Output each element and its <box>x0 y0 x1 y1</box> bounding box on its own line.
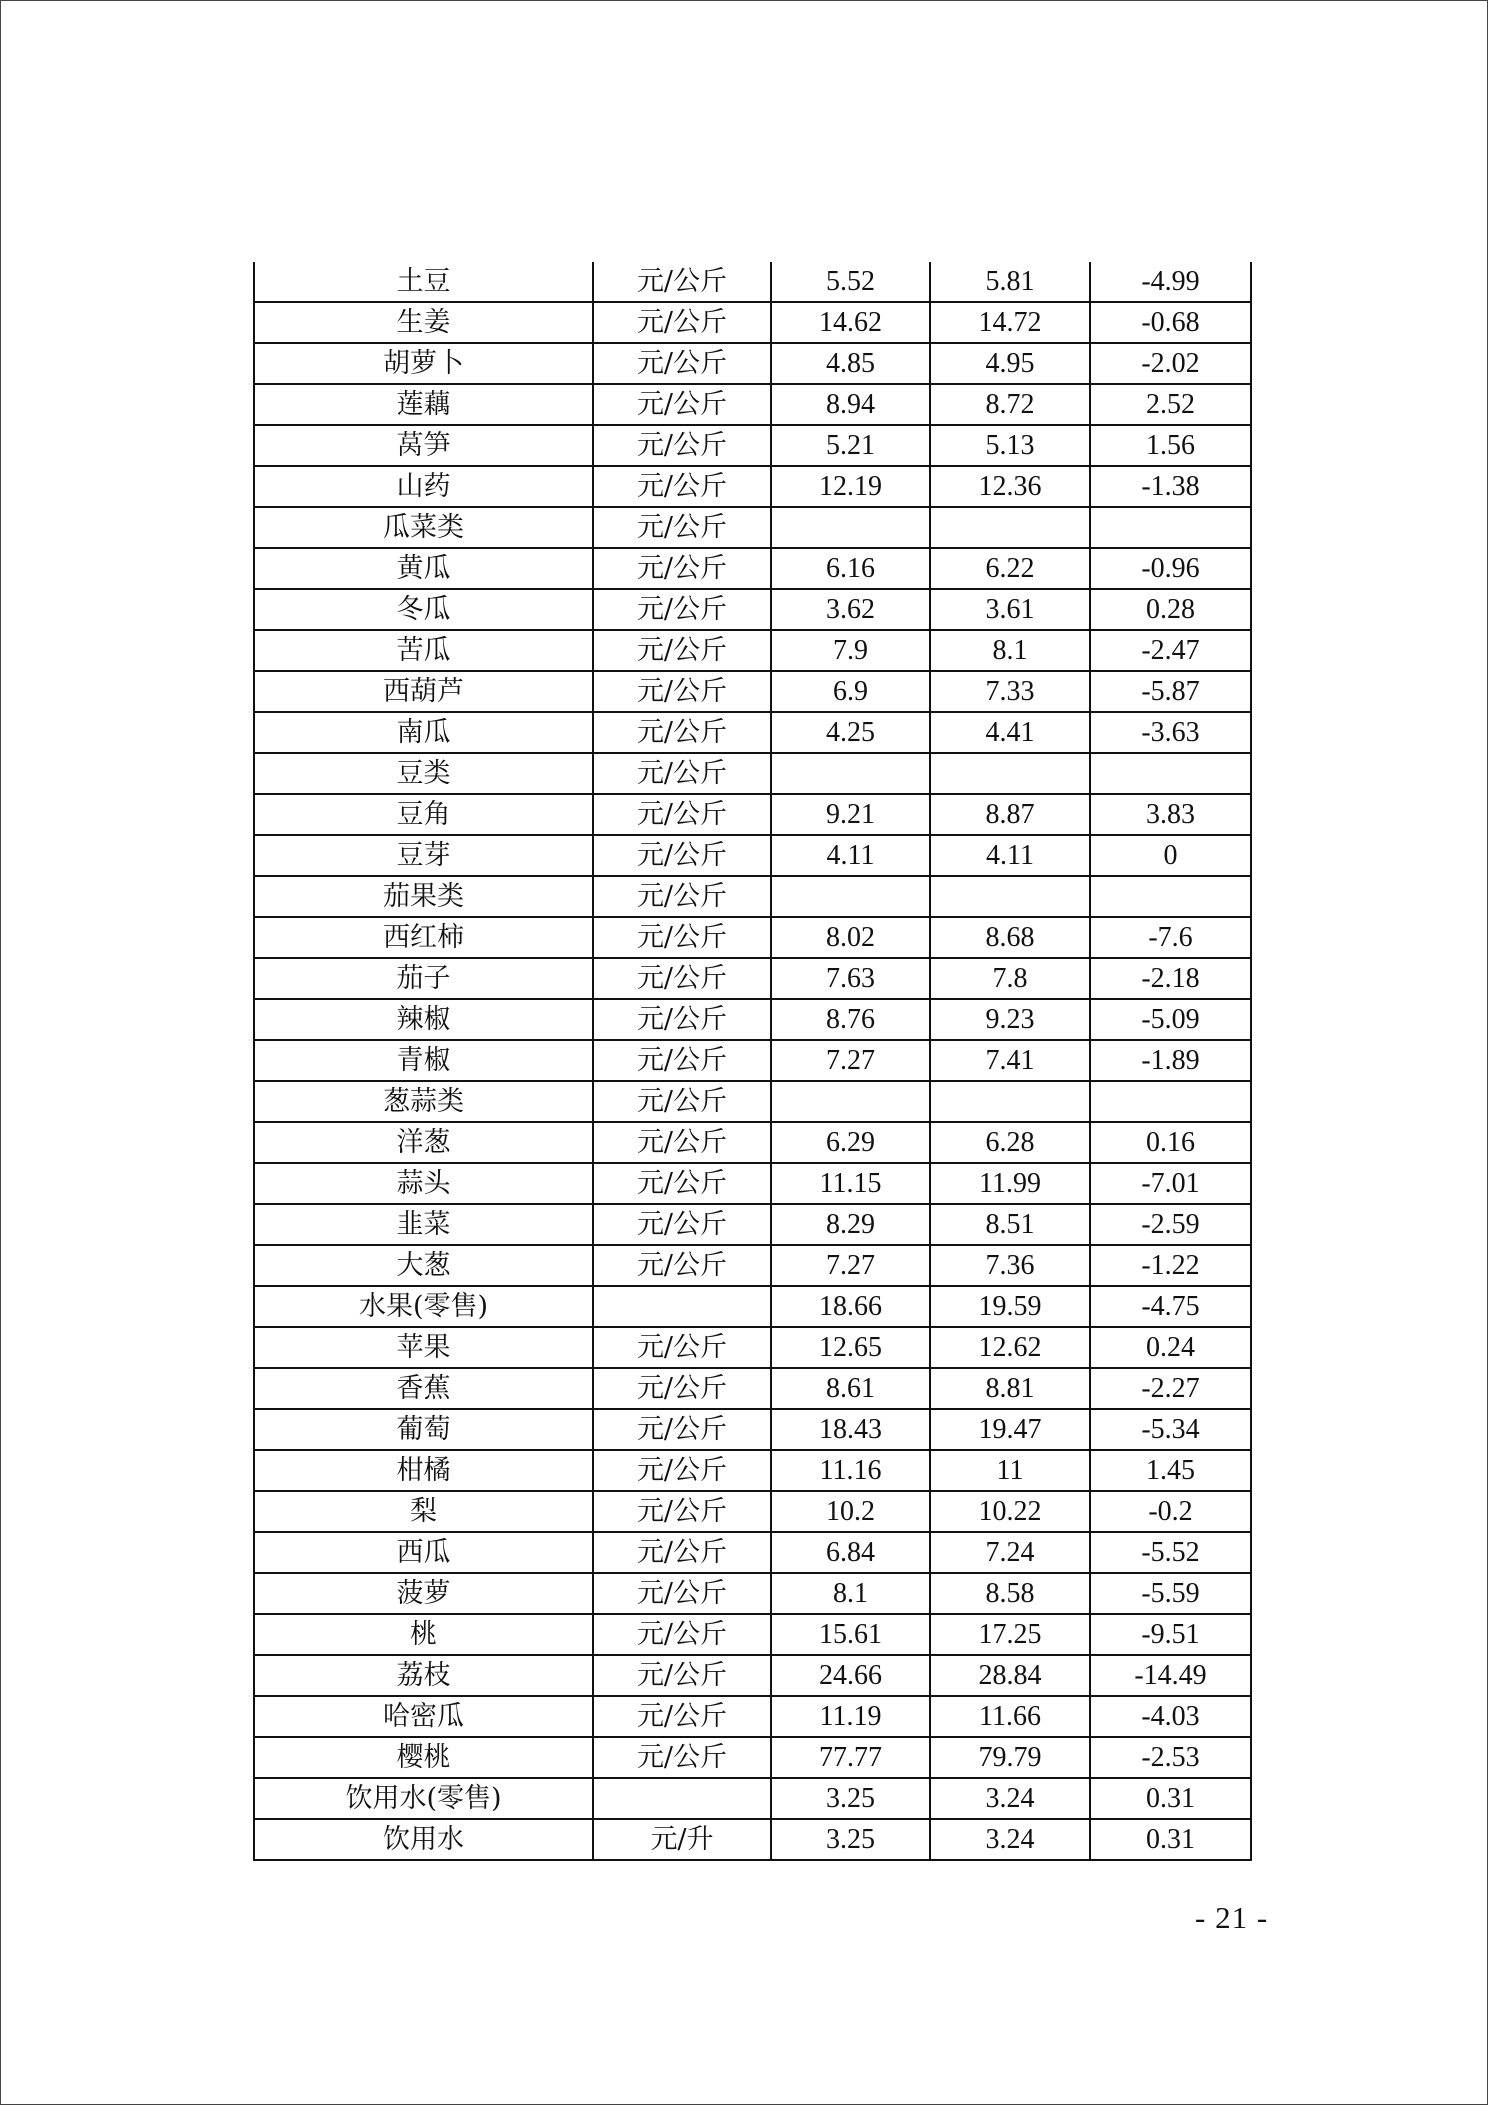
item-name-cell: 茄子 <box>254 958 593 999</box>
item-name-cell: 桃 <box>254 1614 593 1655</box>
item-name-cell: 香蕉 <box>254 1368 593 1409</box>
current-price-cell: 3.62 <box>771 589 930 630</box>
change-percent-cell <box>1090 507 1251 548</box>
change-percent-cell: -2.59 <box>1090 1204 1251 1245</box>
current-price-cell: 18.66 <box>771 1286 930 1327</box>
unit-cell: 元/公斤 <box>593 794 771 835</box>
unit-cell: 元/公斤 <box>593 1696 771 1737</box>
change-percent-cell: -0.68 <box>1090 302 1251 343</box>
previous-price-cell: 3.61 <box>930 589 1090 630</box>
change-percent-cell: 3.83 <box>1090 794 1251 835</box>
item-name-cell: 茄果类 <box>254 876 593 917</box>
change-percent-cell: -5.34 <box>1090 1409 1251 1450</box>
table-row <box>254 712 1251 753</box>
item-name-cell: 黄瓜 <box>254 548 593 589</box>
unit-cell: 元/公斤 <box>593 1491 771 1532</box>
unit-cell: 元/公斤 <box>593 262 771 302</box>
table-row <box>254 1081 1251 1122</box>
table-row <box>254 1204 1251 1245</box>
change-percent-cell: -5.52 <box>1090 1532 1251 1573</box>
unit-cell: 元/公斤 <box>593 343 771 384</box>
change-percent-cell: -4.03 <box>1090 1696 1251 1737</box>
table-row <box>254 1286 1251 1327</box>
unit-cell: 元/公斤 <box>593 1204 771 1245</box>
item-name-cell: 山药 <box>254 466 593 507</box>
unit-cell: 元/公斤 <box>593 1532 771 1573</box>
current-price-cell <box>771 876 930 917</box>
current-price-cell: 4.11 <box>771 835 930 876</box>
current-price-cell: 8.76 <box>771 999 930 1040</box>
change-percent-cell: -14.49 <box>1090 1655 1251 1696</box>
item-name-cell: 饮用水(零售) <box>254 1778 593 1819</box>
unit-cell: 元/公斤 <box>593 630 771 671</box>
item-name-cell: 西红柿 <box>254 917 593 958</box>
change-percent-cell: 0.31 <box>1090 1778 1251 1819</box>
item-name-cell: 大葱 <box>254 1245 593 1286</box>
current-price-cell: 18.43 <box>771 1409 930 1450</box>
item-name-cell: 冬瓜 <box>254 589 593 630</box>
item-name-cell: 柑橘 <box>254 1450 593 1491</box>
change-percent-cell: 0.31 <box>1090 1819 1251 1860</box>
table-row <box>254 425 1251 466</box>
previous-price-cell: 8.68 <box>930 917 1090 958</box>
item-name-cell: 梨 <box>254 1491 593 1532</box>
current-price-cell: 5.21 <box>771 425 930 466</box>
current-price-cell: 15.61 <box>771 1614 930 1655</box>
change-percent-cell: -5.59 <box>1090 1573 1251 1614</box>
unit-cell: 元/公斤 <box>593 1122 771 1163</box>
previous-price-cell <box>930 1081 1090 1122</box>
item-name-cell: 樱桃 <box>254 1737 593 1778</box>
current-price-cell: 8.1 <box>771 1573 930 1614</box>
change-percent-cell: -2.18 <box>1090 958 1251 999</box>
change-percent-cell: 2.52 <box>1090 384 1251 425</box>
current-price-cell: 8.94 <box>771 384 930 425</box>
unit-cell: 元/公斤 <box>593 712 771 753</box>
unit-cell: 元/升 <box>593 1819 771 1860</box>
current-price-cell: 11.19 <box>771 1696 930 1737</box>
unit-cell: 元/公斤 <box>593 589 771 630</box>
table-row <box>254 589 1251 630</box>
item-name-cell: 豆角 <box>254 794 593 835</box>
table-row <box>254 1368 1251 1409</box>
item-name-cell: 洋葱 <box>254 1122 593 1163</box>
item-name-cell: 土豆 <box>254 262 593 302</box>
previous-price-cell: 17.25 <box>930 1614 1090 1655</box>
previous-price-cell: 8.51 <box>930 1204 1090 1245</box>
table-row <box>254 1245 1251 1286</box>
current-price-cell: 6.29 <box>771 1122 930 1163</box>
current-price-cell: 5.52 <box>771 262 930 302</box>
table-row <box>254 507 1251 548</box>
previous-price-cell: 19.59 <box>930 1286 1090 1327</box>
previous-price-cell: 6.22 <box>930 548 1090 589</box>
table-row <box>254 1655 1251 1696</box>
change-percent-cell: -4.99 <box>1090 262 1251 302</box>
previous-price-cell: 4.11 <box>930 835 1090 876</box>
current-price-cell: 6.9 <box>771 671 930 712</box>
page-number: - 21 - <box>1195 1900 1269 1935</box>
table-row <box>254 1778 1251 1819</box>
item-name-cell: 葡萄 <box>254 1409 593 1450</box>
current-price-cell: 12.65 <box>771 1327 930 1368</box>
current-price-cell: 6.16 <box>771 548 930 589</box>
current-price-cell: 12.19 <box>771 466 930 507</box>
current-price-cell: 8.02 <box>771 917 930 958</box>
table-row <box>254 876 1251 917</box>
item-name-cell: 胡萝卜 <box>254 343 593 384</box>
change-percent-cell: 0.24 <box>1090 1327 1251 1368</box>
change-percent-cell <box>1090 753 1251 794</box>
item-name-cell: 西葫芦 <box>254 671 593 712</box>
previous-price-cell: 9.23 <box>930 999 1090 1040</box>
item-name-cell: 莲藕 <box>254 384 593 425</box>
previous-price-cell: 8.81 <box>930 1368 1090 1409</box>
table-row <box>254 753 1251 794</box>
current-price-cell: 3.25 <box>771 1819 930 1860</box>
unit-cell: 元/公斤 <box>593 302 771 343</box>
change-percent-cell: -0.2 <box>1090 1491 1251 1532</box>
table-row <box>254 630 1251 671</box>
previous-price-cell: 11.99 <box>930 1163 1090 1204</box>
change-percent-cell: 0.16 <box>1090 1122 1251 1163</box>
item-name-cell: 水果(零售) <box>254 1286 593 1327</box>
previous-price-cell: 12.36 <box>930 466 1090 507</box>
table-row <box>254 835 1251 876</box>
item-name-cell: 哈密瓜 <box>254 1696 593 1737</box>
item-name-cell: 菠萝 <box>254 1573 593 1614</box>
current-price-cell: 9.21 <box>771 794 930 835</box>
current-price-cell: 24.66 <box>771 1655 930 1696</box>
change-percent-cell: -1.38 <box>1090 466 1251 507</box>
unit-cell: 元/公斤 <box>593 1245 771 1286</box>
item-name-cell: 瓜菜类 <box>254 507 593 548</box>
current-price-cell: 77.77 <box>771 1737 930 1778</box>
unit-cell: 元/公斤 <box>593 507 771 548</box>
current-price-cell: 7.27 <box>771 1245 930 1286</box>
unit-cell: 元/公斤 <box>593 1655 771 1696</box>
item-name-cell: 蒜头 <box>254 1163 593 1204</box>
table-row <box>254 384 1251 425</box>
change-percent-cell: -4.75 <box>1090 1286 1251 1327</box>
current-price-cell <box>771 753 930 794</box>
item-name-cell: 青椒 <box>254 1040 593 1081</box>
unit-cell: 元/公斤 <box>593 671 771 712</box>
change-percent-cell: -2.27 <box>1090 1368 1251 1409</box>
table-row <box>254 262 1251 302</box>
previous-price-cell <box>930 876 1090 917</box>
previous-price-cell: 8.72 <box>930 384 1090 425</box>
item-name-cell: 西瓜 <box>254 1532 593 1573</box>
current-price-cell: 7.63 <box>771 958 930 999</box>
previous-price-cell: 3.24 <box>930 1778 1090 1819</box>
current-price-cell: 4.25 <box>771 712 930 753</box>
previous-price-cell: 28.84 <box>930 1655 1090 1696</box>
previous-price-cell: 7.8 <box>930 958 1090 999</box>
unit-cell: 元/公斤 <box>593 1163 771 1204</box>
table-row <box>254 1040 1251 1081</box>
table-row <box>254 1696 1251 1737</box>
unit-cell: 元/公斤 <box>593 1450 771 1491</box>
previous-price-cell: 7.41 <box>930 1040 1090 1081</box>
previous-price-cell: 5.81 <box>930 262 1090 302</box>
change-percent-cell: -7.6 <box>1090 917 1251 958</box>
current-price-cell <box>771 1081 930 1122</box>
table-row <box>254 1327 1251 1368</box>
table-row <box>254 1409 1251 1450</box>
previous-price-cell: 79.79 <box>930 1737 1090 1778</box>
current-price-cell <box>771 507 930 548</box>
unit-cell: 元/公斤 <box>593 1327 771 1368</box>
change-percent-cell: -9.51 <box>1090 1614 1251 1655</box>
unit-cell: 元/公斤 <box>593 1081 771 1122</box>
previous-price-cell: 4.41 <box>930 712 1090 753</box>
table-row <box>254 1122 1251 1163</box>
item-name-cell: 辣椒 <box>254 999 593 1040</box>
change-percent-cell: 1.56 <box>1090 425 1251 466</box>
table-row <box>254 466 1251 507</box>
table-row <box>254 1163 1251 1204</box>
current-price-cell: 8.61 <box>771 1368 930 1409</box>
previous-price-cell <box>930 507 1090 548</box>
unit-cell: 元/公斤 <box>593 548 771 589</box>
change-percent-cell: 0 <box>1090 835 1251 876</box>
previous-price-cell: 7.33 <box>930 671 1090 712</box>
previous-price-cell: 19.47 <box>930 1409 1090 1450</box>
previous-price-cell: 11 <box>930 1450 1090 1491</box>
unit-cell: 元/公斤 <box>593 1368 771 1409</box>
item-name-cell: 荔枝 <box>254 1655 593 1696</box>
table-row <box>254 1737 1251 1778</box>
table-row <box>254 958 1251 999</box>
table-row <box>254 999 1251 1040</box>
change-percent-cell: -5.87 <box>1090 671 1251 712</box>
change-percent-cell <box>1090 876 1251 917</box>
price-table-body <box>254 262 1251 1860</box>
previous-price-cell: 5.13 <box>930 425 1090 466</box>
previous-price-cell: 3.24 <box>930 1819 1090 1860</box>
unit-cell: 元/公斤 <box>593 958 771 999</box>
item-name-cell: 生姜 <box>254 302 593 343</box>
item-name-cell: 苹果 <box>254 1327 593 1368</box>
current-price-cell: 10.2 <box>771 1491 930 1532</box>
previous-price-cell: 8.58 <box>930 1573 1090 1614</box>
price-table <box>253 262 1252 1861</box>
unit-cell: 元/公斤 <box>593 466 771 507</box>
item-name-cell: 韭菜 <box>254 1204 593 1245</box>
table-row <box>254 1614 1251 1655</box>
table-row <box>254 794 1251 835</box>
table-row <box>254 917 1251 958</box>
change-percent-cell: -2.02 <box>1090 343 1251 384</box>
previous-price-cell: 14.72 <box>930 302 1090 343</box>
unit-cell: 元/公斤 <box>593 1040 771 1081</box>
current-price-cell: 3.25 <box>771 1778 930 1819</box>
previous-price-cell: 4.95 <box>930 343 1090 384</box>
change-percent-cell: 1.45 <box>1090 1450 1251 1491</box>
table-row <box>254 548 1251 589</box>
item-name-cell: 葱蒜类 <box>254 1081 593 1122</box>
table-row <box>254 1491 1251 1532</box>
change-percent-cell: -5.09 <box>1090 999 1251 1040</box>
unit-cell: 元/公斤 <box>593 1737 771 1778</box>
change-percent-cell: 0.28 <box>1090 589 1251 630</box>
table-row <box>254 671 1251 712</box>
change-percent-cell: -2.53 <box>1090 1737 1251 1778</box>
current-price-cell: 7.9 <box>771 630 930 671</box>
unit-cell: 元/公斤 <box>593 1409 771 1450</box>
change-percent-cell: -7.01 <box>1090 1163 1251 1204</box>
table-row <box>254 1819 1251 1860</box>
unit-cell: 元/公斤 <box>593 753 771 794</box>
unit-cell: 元/公斤 <box>593 917 771 958</box>
current-price-cell: 11.16 <box>771 1450 930 1491</box>
table-row <box>254 302 1251 343</box>
table-row <box>254 1573 1251 1614</box>
unit-cell: 元/公斤 <box>593 1614 771 1655</box>
previous-price-cell: 7.36 <box>930 1245 1090 1286</box>
previous-price-cell: 11.66 <box>930 1696 1090 1737</box>
previous-price-cell <box>930 753 1090 794</box>
previous-price-cell: 6.28 <box>930 1122 1090 1163</box>
current-price-cell: 7.27 <box>771 1040 930 1081</box>
previous-price-cell: 8.87 <box>930 794 1090 835</box>
unit-cell: 元/公斤 <box>593 876 771 917</box>
change-percent-cell: -0.96 <box>1090 548 1251 589</box>
unit-cell: 元/公斤 <box>593 384 771 425</box>
unit-cell <box>593 1778 771 1819</box>
current-price-cell: 8.29 <box>771 1204 930 1245</box>
change-percent-cell: -2.47 <box>1090 630 1251 671</box>
current-price-cell: 11.15 <box>771 1163 930 1204</box>
change-percent-cell: -3.63 <box>1090 712 1251 753</box>
item-name-cell: 豆芽 <box>254 835 593 876</box>
item-name-cell: 苦瓜 <box>254 630 593 671</box>
change-percent-cell: -1.89 <box>1090 1040 1251 1081</box>
table-row <box>254 1450 1251 1491</box>
unit-cell: 元/公斤 <box>593 835 771 876</box>
previous-price-cell: 12.62 <box>930 1327 1090 1368</box>
unit-cell: 元/公斤 <box>593 425 771 466</box>
table-row <box>254 1532 1251 1573</box>
unit-cell: 元/公斤 <box>593 1573 771 1614</box>
previous-price-cell: 7.24 <box>930 1532 1090 1573</box>
table-row <box>254 343 1251 384</box>
unit-cell: 元/公斤 <box>593 999 771 1040</box>
item-name-cell: 南瓜 <box>254 712 593 753</box>
previous-price-cell: 10.22 <box>930 1491 1090 1532</box>
item-name-cell: 豆类 <box>254 753 593 794</box>
item-name-cell: 莴笋 <box>254 425 593 466</box>
change-percent-cell: -1.22 <box>1090 1245 1251 1286</box>
previous-price-cell: 8.1 <box>930 630 1090 671</box>
item-name-cell: 饮用水 <box>254 1819 593 1860</box>
current-price-cell: 4.85 <box>771 343 930 384</box>
current-price-cell: 6.84 <box>771 1532 930 1573</box>
unit-cell <box>593 1286 771 1327</box>
change-percent-cell <box>1090 1081 1251 1122</box>
current-price-cell: 14.62 <box>771 302 930 343</box>
